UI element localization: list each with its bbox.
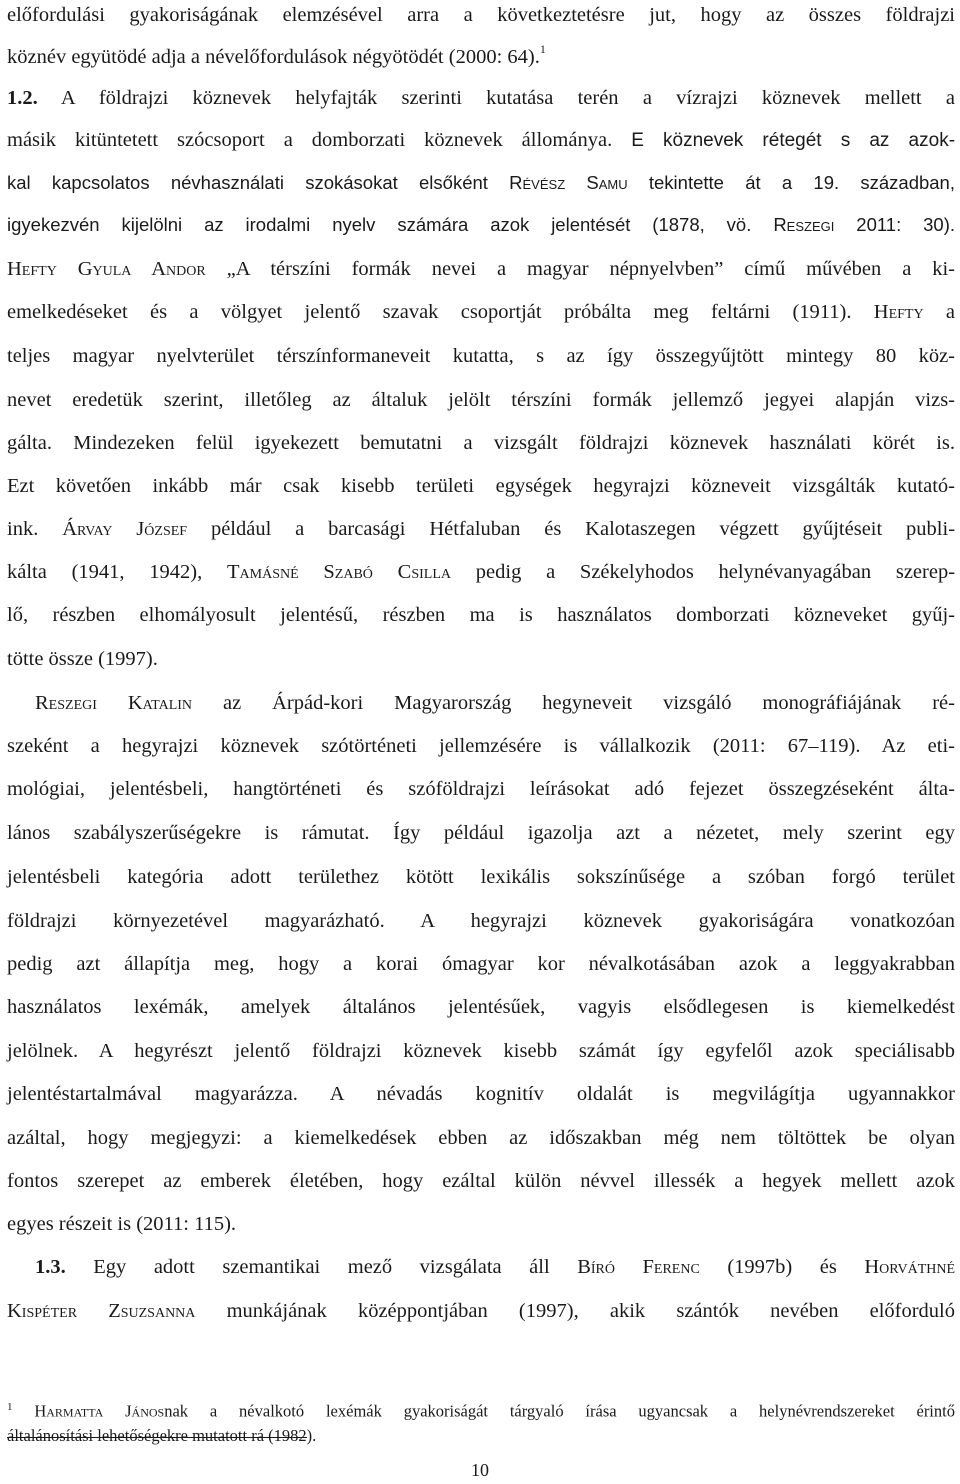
text-line: 1.3. Egy adott szemantikai mező vizsgálata áll Bíró Ferenc (1997b) és Horváthné (35, 1256, 956, 1278)
text-line: 1.2. A földrajzi köznevek helyfajták szerinti kutatása terén a vízrajzi köznevek mellett a (7, 87, 955, 109)
section-number: 1.3. (35, 1256, 66, 1278)
author-name: Reszegi Katalin (35, 692, 193, 714)
author-name: Harmatta János (34, 1401, 165, 1421)
text-line: köznév együtödé adja a névelőfordulások négyötödét (2000: 64).$^1$ (7, 42, 546, 68)
text-line: kálta (1941, 1942), Tamásné Szabó Csilla pedig a Székelyhodos helynévanyagában szerep- (7, 561, 956, 583)
author-name: Reszegi (773, 214, 835, 235)
text-line: mológiai, jelentésbeli, hangtörténeti és szóföldrajzi leírásokat adó fejezet összegzéseként álta- (7, 778, 955, 800)
text-line: másik kitüntetett szócsoport a domborzati köznevek állománya. E köznevek rétegét s az azok- (7, 129, 956, 151)
text-line: jelentésbeli kategória adott területhez kötött lexikális sokszínűsége a szóban forgó terület (7, 866, 955, 888)
text-line: Kispéter Zsuzsanna munkájának középpontjában (1997), akik szántók nevében előforduló (7, 1300, 956, 1322)
text-line: előfordulási gyakoriságának elemzésével arra a következtetésre jut, hogy az összes földrajzi (7, 4, 955, 26)
text-line: Ezt követően inkább már csak kisebb területi egységek hegyrajzi közneveit vizsgálták kutató- (7, 475, 955, 497)
page-number: 10 (471, 1460, 489, 1480)
text-line: földrajzi környezetével magyarázható. A hegyrajzi köznevek gyakoriságára vonatkozóan (7, 910, 955, 932)
section-number: 1.2. (7, 87, 38, 109)
footnote-marker: 1 (7, 1401, 13, 1413)
footnote-line: $^1$ Harmatta Jánosnak a névalkotó lexémák gyakoriságát tárgyaló írása ugyancsak a helynévrendszereket érintő (7, 1401, 955, 1421)
author-name: Bíró Ferenc (577, 1256, 700, 1278)
text-line: jelölnek. A hegyrészt jelentő földrajzi köznevek kisebb számát így egyfelől azok speciálisabb (7, 1040, 955, 1062)
text-line: Reszegi Katalin az Árpád-kori Magyarország hegyneveit vizsgáló monográfiájának ré- (35, 692, 955, 714)
author-name: Árvay József (62, 518, 188, 540)
footnote-line: általánosítási lehetőségekre mutatott rá (1982). (7, 1426, 317, 1445)
text-line: igyekezvén kijelölni az irodalmi nyelv számára azok jelentését (1878, vö. Reszegi 2011: 30). (7, 214, 956, 235)
text-line: használatos lexémák, amelyek általános jelentésűek, vagyis elsődlegesen is kiemelkedést (7, 996, 955, 1018)
author-name: Hefty (873, 301, 924, 323)
author-name: Hefty Gyula Andor (7, 258, 206, 280)
text-line: emelkedéseket és a völgyet jelentő szavak csoportját próbálta meg feltárni (1911). Hefty a (7, 301, 956, 323)
text-line: lános szabályszerűségekre is rámutat. Így például igazolja azt a nézetet, mely szerint egy (7, 822, 955, 844)
author-name: Kispéter Zsuzsanna (7, 1300, 196, 1322)
text-line: fontos szerepet az emberek életében, hogy ezáltal külön névvel illessék a hegyek mellett azok (7, 1170, 955, 1192)
text-line: nevet eredetük szerint, illetőleg az általuk jelölt térszíni formák jellemző jegyei alapján vizs- (7, 389, 955, 411)
text-line: lő, részben elhomályosult jelentésű, részben ma is használatos domborzati közneveket gyűj- (7, 604, 955, 626)
author-name: Tamásné Szabó Csilla (227, 561, 452, 583)
text-line: teljes magyar nyelvterület térszínformaneveit kutatta, s az így összegyűjtött mintegy 80 köz- (7, 345, 955, 367)
text-line: tötte össze (1997). (7, 648, 158, 670)
text-line: gálta. Mindezeken felül igyekezett bemutatni a vizsgált földrajzi köznevek használati körét is. (7, 432, 955, 454)
footnote-reference[interactable]: 1 (539, 42, 546, 56)
text-line: szeként a hegyrajzi köznevek szótörténeti jellemzésére is vállalkozik (2011: 67–119). Az eti- (7, 735, 955, 757)
text-line: pedig azt állapítja meg, hogy a korai ómagyar kor névalkotásában azok a leggyakrabban (7, 953, 955, 975)
text-line: egyes részeit is (2011: 115). (7, 1213, 237, 1235)
text-line: azáltal, hogy megjegyzi: a kiemelkedések ebben az időszakban még nem töltöttek be olyan (7, 1127, 955, 1149)
author-name: Horváthné (864, 1256, 956, 1278)
text-line: jelentéstartalmával magyarázza. A névadás kognitív oldalát is megvilágítja ugyannakkor (7, 1083, 955, 1105)
text-line: Hefty Gyula Andor „A térszíni formák nevei a magyar népnyelvben” című művében a ki- (7, 258, 955, 280)
text-line: ink. Árvay József például a barcasági Hétfaluban és Kalotaszegen végzett gyűjtéseit publi- (7, 518, 956, 540)
author-name: Révész Samu (509, 172, 628, 193)
text-line: kal kapcsolatos névhasználati szokásokat elsőként Révész Samu tekintette át a 19. században, (7, 172, 955, 193)
